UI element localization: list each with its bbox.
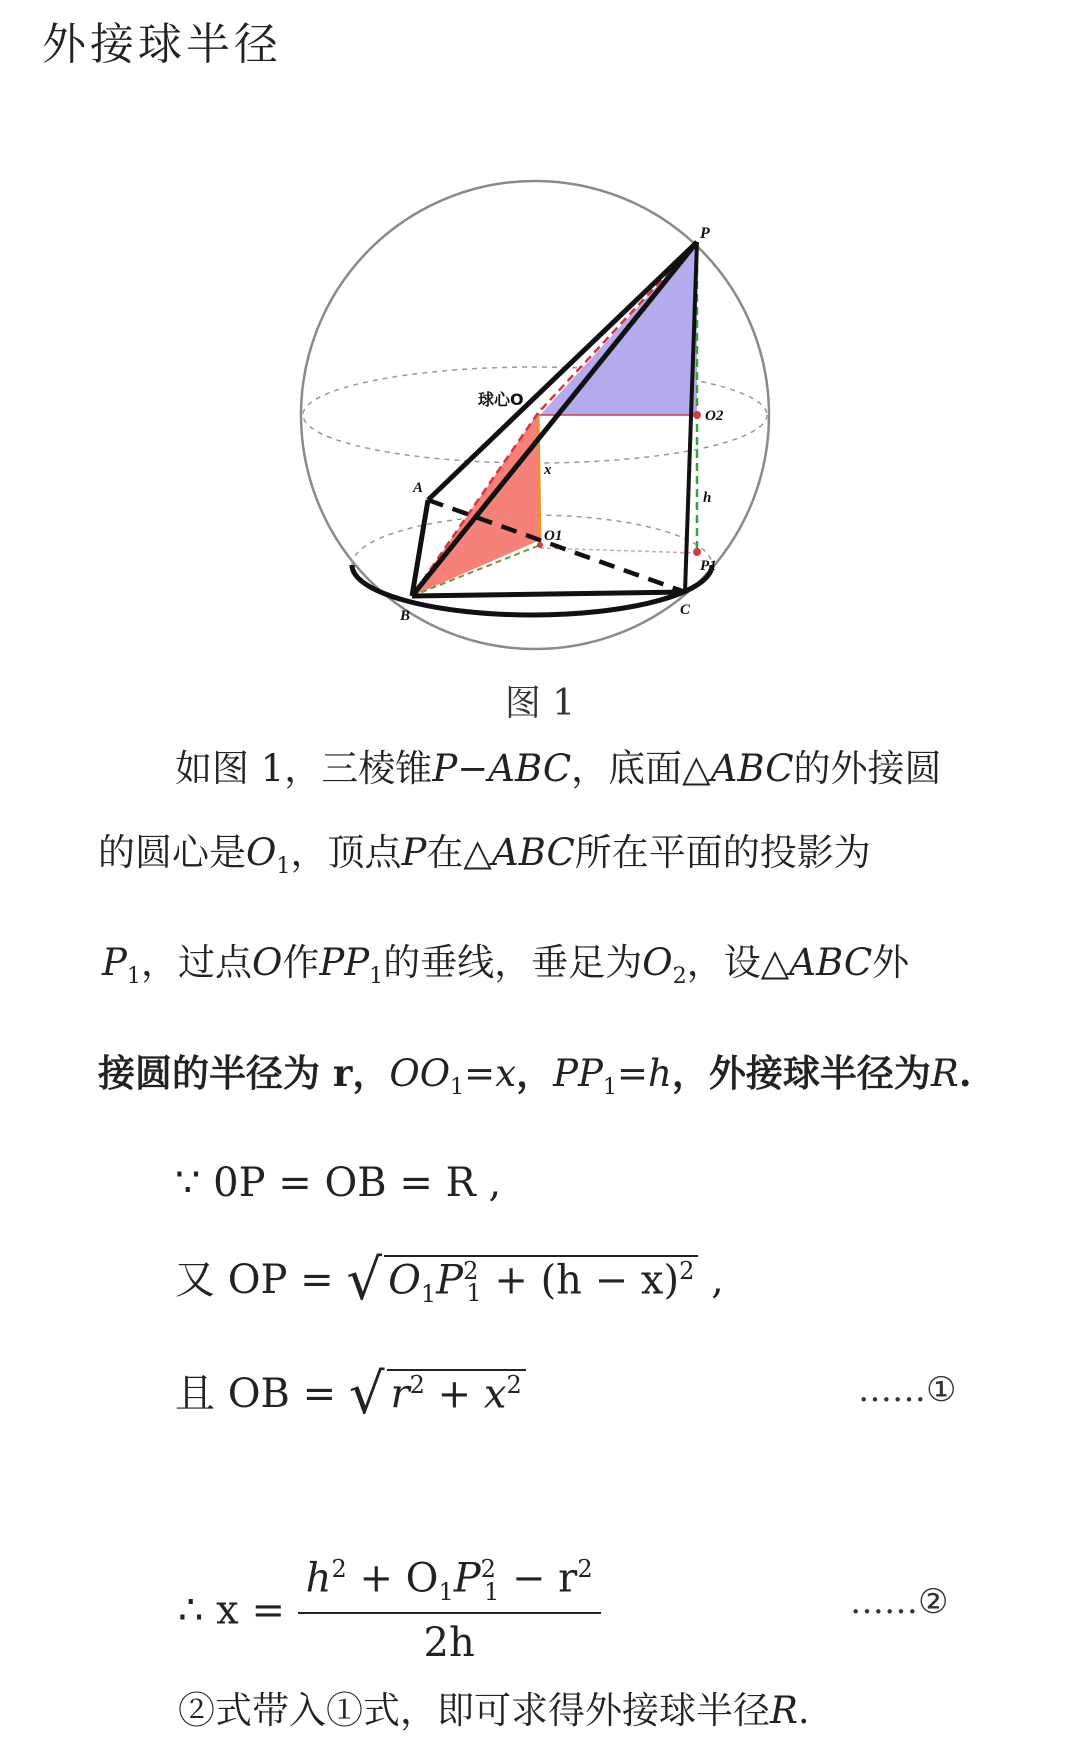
sup: 2 — [480, 1555, 496, 1583]
sub: 1 — [450, 1073, 465, 1100]
text: ②式带入①式，即可求得外接球半径 — [178, 1689, 770, 1732]
sym: . — [958, 1051, 972, 1095]
equation-1: ∵ 0P = OB = R , — [175, 1160, 502, 1206]
sup: 2 — [506, 1370, 522, 1399]
text: 接圆的半径为 r， — [98, 1051, 390, 1095]
tag-2: ……② — [850, 1582, 949, 1622]
sup: 2 — [409, 1370, 425, 1399]
sym: ABC — [488, 747, 572, 790]
sym: h — [305, 1555, 332, 1602]
sup: 2 — [463, 1256, 479, 1285]
radicand — [384, 1255, 698, 1308]
sym: P — [436, 1257, 464, 1303]
point-O1 — [537, 542, 543, 548]
sym: R — [770, 1689, 798, 1732]
sym: PP — [553, 1052, 603, 1095]
eq-prefix: ∴ x = — [178, 1587, 285, 1634]
label-A: A — [413, 480, 424, 496]
sym: PP — [319, 941, 370, 984]
sym: O — [388, 1257, 421, 1303]
equation-2 — [175, 1248, 724, 1313]
sym: O — [246, 831, 277, 874]
label-center: 球心O — [478, 390, 524, 409]
line-O-O1 — [538, 413, 540, 545]
text: 外 — [872, 941, 910, 984]
eq-suffix: , — [711, 1257, 724, 1303]
sym: + O — [359, 1555, 439, 1602]
sym: O — [252, 941, 283, 984]
sub: 1 — [420, 1279, 437, 1308]
para-line-1 — [175, 738, 942, 792]
label-P1: P1 — [700, 558, 717, 574]
label-C: C — [680, 602, 691, 618]
page-title: 外接球半径 — [42, 19, 282, 70]
radical-sign: √ — [346, 1248, 383, 1313]
text: ，底面△ — [571, 747, 711, 790]
sub: 1 — [483, 1577, 500, 1606]
numerator — [298, 1555, 601, 1614]
sup: 2 — [577, 1555, 593, 1583]
eq-prefix: 且 OB = — [175, 1371, 337, 1417]
sym: x — [495, 1052, 517, 1095]
sym: ABC — [491, 831, 575, 874]
label-h: h — [703, 490, 712, 506]
text: 如图 1，三棱锥 — [175, 747, 433, 790]
para-line-4 — [98, 1043, 972, 1100]
text: 作 — [282, 941, 320, 984]
conclusion — [178, 1680, 810, 1734]
text: 所在平面的投影为 — [574, 831, 871, 874]
sym: = — [464, 1052, 496, 1095]
label-P: P — [700, 225, 710, 242]
para-line-3 — [102, 932, 909, 989]
radical-sign: √ — [348, 1362, 385, 1427]
text: ，顶点 — [290, 831, 402, 874]
radicand — [387, 1369, 526, 1417]
sym: P — [432, 747, 458, 790]
tag-1: ……① — [858, 1370, 957, 1410]
sub: 1 — [438, 1577, 454, 1606]
sym: ABC — [789, 941, 873, 984]
sub: 1 — [602, 1073, 617, 1100]
text: 的圆心是 — [98, 831, 246, 874]
label-O1: O1 — [544, 528, 563, 544]
sym: − r — [511, 1555, 578, 1602]
sub: 1 — [369, 962, 384, 989]
sym: = — [616, 1052, 648, 1095]
sym: P — [401, 831, 427, 874]
sym: P — [453, 1555, 481, 1602]
sub: 1 — [276, 852, 291, 879]
text: 的外接圆 — [793, 747, 942, 790]
sym: ABC — [710, 747, 794, 790]
equation-3 — [175, 1362, 526, 1427]
text: 在△ — [426, 831, 492, 874]
point-O2 — [693, 411, 701, 419]
text: ，设△ — [686, 941, 790, 984]
label-B: B — [400, 608, 411, 624]
text: ，过点 — [141, 941, 253, 984]
edge-BC — [412, 592, 685, 596]
sym: . — [797, 1689, 810, 1732]
para-line-2 — [98, 822, 871, 879]
sub: 1 — [466, 1279, 482, 1308]
sym: + x — [437, 1371, 507, 1417]
sym: r — [390, 1371, 410, 1417]
equation-4 — [178, 1555, 601, 1666]
sym: O — [642, 941, 673, 984]
label-O2: O2 — [705, 408, 724, 424]
sym: R — [930, 1052, 959, 1095]
figure-caption: 图 1 — [504, 683, 576, 724]
fraction — [298, 1555, 601, 1666]
sub: 1 — [126, 962, 142, 989]
sym: − — [457, 747, 489, 790]
sym: h — [648, 1052, 672, 1095]
label-x: x — [544, 462, 552, 478]
sup: 2 — [679, 1256, 695, 1285]
sup: 2 — [331, 1555, 347, 1583]
sym: P — [102, 941, 127, 984]
point-P1 — [693, 548, 701, 556]
text: ，外接球半径为 — [671, 1051, 931, 1095]
text: 的垂线，垂足为 — [383, 941, 643, 984]
sub: 2 — [672, 962, 687, 989]
sym: + (h − x) — [494, 1257, 680, 1303]
sym: OO — [389, 1052, 451, 1095]
eq-prefix: 又 OP = — [175, 1257, 334, 1303]
text: ， — [516, 1051, 554, 1095]
denominator: 2h — [423, 1619, 475, 1666]
